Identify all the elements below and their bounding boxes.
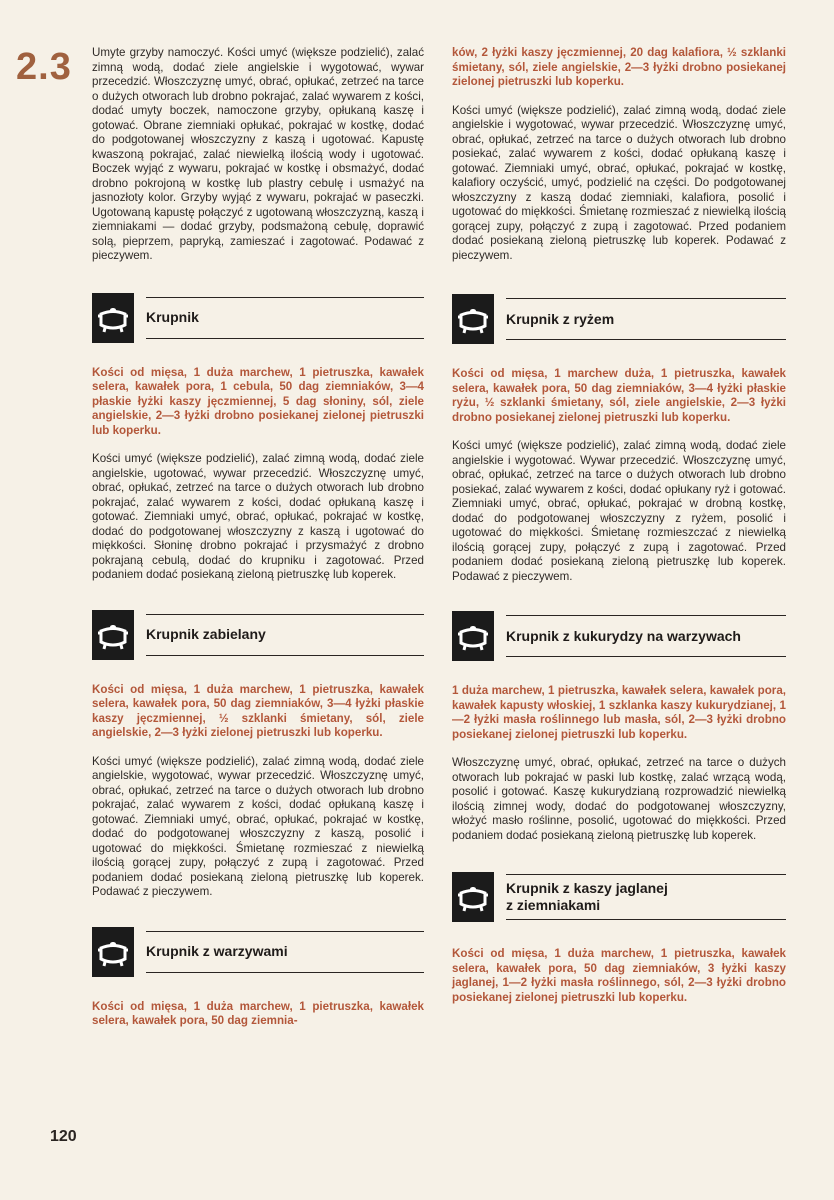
recipe-header-krupnik-z-kaszy-jaglanej (452, 867, 786, 927)
recipe-title: Krupnik z kukurydzy na warzywach (506, 627, 741, 644)
recipe-method: Kości umyć (większe podzielić), zalać zimną wodą, dodać ziele angielskie, ugotować, wywar przecedzić. Włoszczyznę umyć, obrać, opłukać, zetrzeć na tarce o dużych otworach lub drobno pokrajać, zalać wywarem z kości, dodać opłukaną kaszę i gotować. Ziemniaki umyć, obrać, opłukać, pokrajać w kostkę, dodać do podgotowanej włoszczyzny z kaszą i ugotować do miękkości. Słoninę drobno pokrajać i przysmażyć z drobno pokrajaną cebulą, dodać do krupniku i zagotować. Przed podaniem dodać posiekaną zieloną pietruszkę lub koperek. (92, 452, 424, 581)
right-column (452, 46, 786, 1005)
recipe-ingredients: Kości od mięsa, 1 duża marchew, 1 pietruszka, kawałek selera, kawałek pora, 50 dag ziemniaków, 3—4 łyżki płaskie kaszy jęczmiennej, ½ szklanki śmietany, sól, ziele angielskie, 2—3 łyżki zielonej pietruszki lub koperku. (92, 682, 424, 739)
pot-icon (452, 294, 494, 344)
recipe-title: Krupnik z ryżem (506, 310, 615, 327)
recipe-title: Krupnik zabielany (146, 626, 266, 642)
recipe-title: Krupnik (146, 309, 199, 325)
pot-icon (452, 872, 494, 922)
recipe-title: Krupnik z warzywami (146, 943, 288, 959)
pot-icon (92, 927, 134, 977)
left-column (92, 46, 424, 1029)
recipe-ingredients: Kości od mięsa, 1 duża marchew, 1 pietruszka, kawałek selera, kawałek pora, 50 dag ziemnia- (92, 999, 424, 1027)
continued-method: Kości umyć (większe podzielić), zalać zimną wodą, dodać ziele angielskie i wygotować, wywar przecedzić. Włoszczyznę umyć, obrać, opłukać, zetrzeć na tarce o dużych otworach lub drobno posiekać, zalać wywarem z kości, dodać opłukaną kaszę i gotować. Ziemniaki umyć, obrać, opłukać, pokrajać w kostkę, kalafiory oczyścić, umyć, podzielić na części. Do podgotowanej włoszczyzny z kaszą dodać ziemniaki, kalafiora, posolić i ugotować do miękkości. Śmietanę rozmieszać z niewielką ilością gorącej zupy, połączyć z zupą i zagotować. Przed podaniem dodać posiekaną zieloną pietruszkę lub koperek. Podawać z pieczywem. (452, 103, 786, 262)
recipe-method: Włoszczyznę umyć, obrać, opłukać, zetrzeć na tarce o dużych otworach lub pokrajać w paski lub kostkę, zalać wrzącą wodą, posolić i gotować. Kaszę kukurydzianą rozprowadzić niewielką ilością zimnej wody, dodać do podgotowanej włoszczyzny, włożyć masło roślinne, posolić, ugotować do miękkości. Przed podaniem dodać posiekaną zieloną pietruszkę lub koperek. (452, 756, 786, 842)
recipe-ingredients: Kości od mięsa, 1 marchew duża, 1 pietruszka, kawałek selera, kawałek pora, 50 dag ziemniaków, 3—4 łyżki płaskie ryżu, ½ szklanki śmietany, sól, ziele angielskie, 2—3 łyżki drobno posiekanej zielonej pietruszki lub koperku. (452, 367, 786, 424)
pot-icon (92, 610, 134, 660)
pot-icon (92, 293, 134, 343)
recipe-ingredients: Kości od mięsa, 1 duża marchew, 1 pietruszka, kawałek selera, kawałek pora, 1 cebula, 50 dag ziemniaków, 3—4 płaskie łyżki kaszy jęczmiennej, 5 dag słoniny, sól, ziele angielskie, 2—3 łyżki drobno posiekanej zielonej pietruszki lub koperku. (92, 365, 424, 437)
pot-icon (452, 611, 494, 661)
recipe-header-krupnik-z-warzywami (92, 924, 424, 980)
recipe-header-krupnik-z-ryzem (452, 291, 786, 347)
page-number: 120 (50, 1128, 77, 1145)
recipe-title-line-1: Krupnik z kaszy jaglanej (506, 880, 668, 896)
recipe-ingredients: Kości od mięsa, 1 duża marchew, 1 pietruszka, kawałek selera, kawałek pora, 50 dag ziemniaków, 3 łyżki kaszy jaglanej, 1—2 łyżki masła roślinnego, sól, 2—3 łyżki drobno posiekanej zielonej pietruszki lub koperku. (452, 947, 786, 1004)
recipe-header-krupnik (92, 290, 424, 346)
continued-ingredients: ków, 2 łyżki kaszy jęczmiennej, 20 dag kalafiora, ½ szklanki śmietany, sól, ziele angielskie, 2—3 łyżki drobno posiekanej zielonej pietruszki lub koperku. (452, 46, 786, 88)
section-number: 2.3 (16, 46, 72, 88)
recipe-title (506, 880, 668, 914)
recipe-header-krupnik-z-kukurydzy (452, 608, 786, 664)
intro-paragraph: Umyte grzyby namoczyć. Kości umyć (większe podzielić), zalać zimną wodą, dodać ziele angielskie i wygotować, wywar przecedzić. Włoszczyznę umyć, obrać, opłukać, zetrzeć na tarce o dużych otworach lub drobno pokrajać, zalać wywarem z kości, dodać umyty boczek, namoczone grzyby, opłukaną kaszę i gotować. Obrane ziemniaki opłukać, pokrajać w kostkę, dodać do podgotowanej włoszczyzny z kaszą i ugotować. Kapustę kwaszoną pokrajać, zalać niewielką ilością wody i ugotować. Boczek wyjąć z wywaru, pokrajać w kostkę i obsmażyć, dodać drobno pokrojoną w kostkę lub plastry cebulę i usmażyć na jasnozłoty kolor. Grzyby wyjąć z wywaru, pokrajać w paseczki. Ugotowaną kapustę połączyć z ugotowaną włoszczyzną, kaszą i ziemniakami — dodać grzyby, podsmażoną cebulę, doprawić solą, pieprzem, papryką, zamieszać i zagotować. Podawać z pieczywem. (92, 46, 424, 262)
recipe-title-line-2: z ziemniakami (506, 897, 601, 913)
recipe-ingredients: 1 duża marchew, 1 pietruszka, kawałek selera, kawałek pora, kawałek kapusty włoskiej, 1 szklanka kaszy kukurydzianej, 1—2 łyżki masła roślinnego lub masła, sól, 2—3 łyżki drobno posiekanej zielonej pietruszki lub koperku. (452, 684, 786, 741)
recipe-header-krupnik-zabielany (92, 607, 424, 663)
recipe-method: Kości umyć (większe podzielić), zalać zimną wodą, dodać ziele angielskie i wygotować. Wywar przecedzić. Włoszczyznę umyć, obrać, opłukać, zetrzeć na tarce o dużych otworach lub drobno posiekać, zalać wywarem z kości, dodać opłukany ryż i gotować. Ziemniaki umyć, obrać, opłukać, pokrajać w drobną kostkę, dodać do podgotowanej włoszczyzny z ryżem, posolić i ugotować do miękkości. Śmietanę rozmieszczać z niewielką ilością gorącej zupy, połączyć z zupą i zagotować. Przed podaniem dodać posiekaną zieloną pietruszkę lub koperek. Podawać z pieczywem. (452, 439, 786, 583)
recipe-method: Kości umyć (większe podzielić), zalać zimną wodą, dodać ziele angielskie, wygotować, wywar przecedzić. Włoszczyznę umyć, obrać, opłukać, zetrzeć na tarce o dużych otworach lub drobno pokrajać, zalać wywarem z kości, dodać opłukaną kaszę i gotować. Ziemniaki umyć, obrać, opłukać, pokrajać w kostkę, dodać do podgotowanej włoszczyzny z kaszą, posolić i ugotować do miękkości. Śmietanę rozmieszać z niewielką ilością gorącej zupy, połączyć z zupą i zagotować. Przed podaniem dodać posiekaną zieloną pietruszkę lub koperek. Podawać z pieczywem. (92, 754, 424, 898)
